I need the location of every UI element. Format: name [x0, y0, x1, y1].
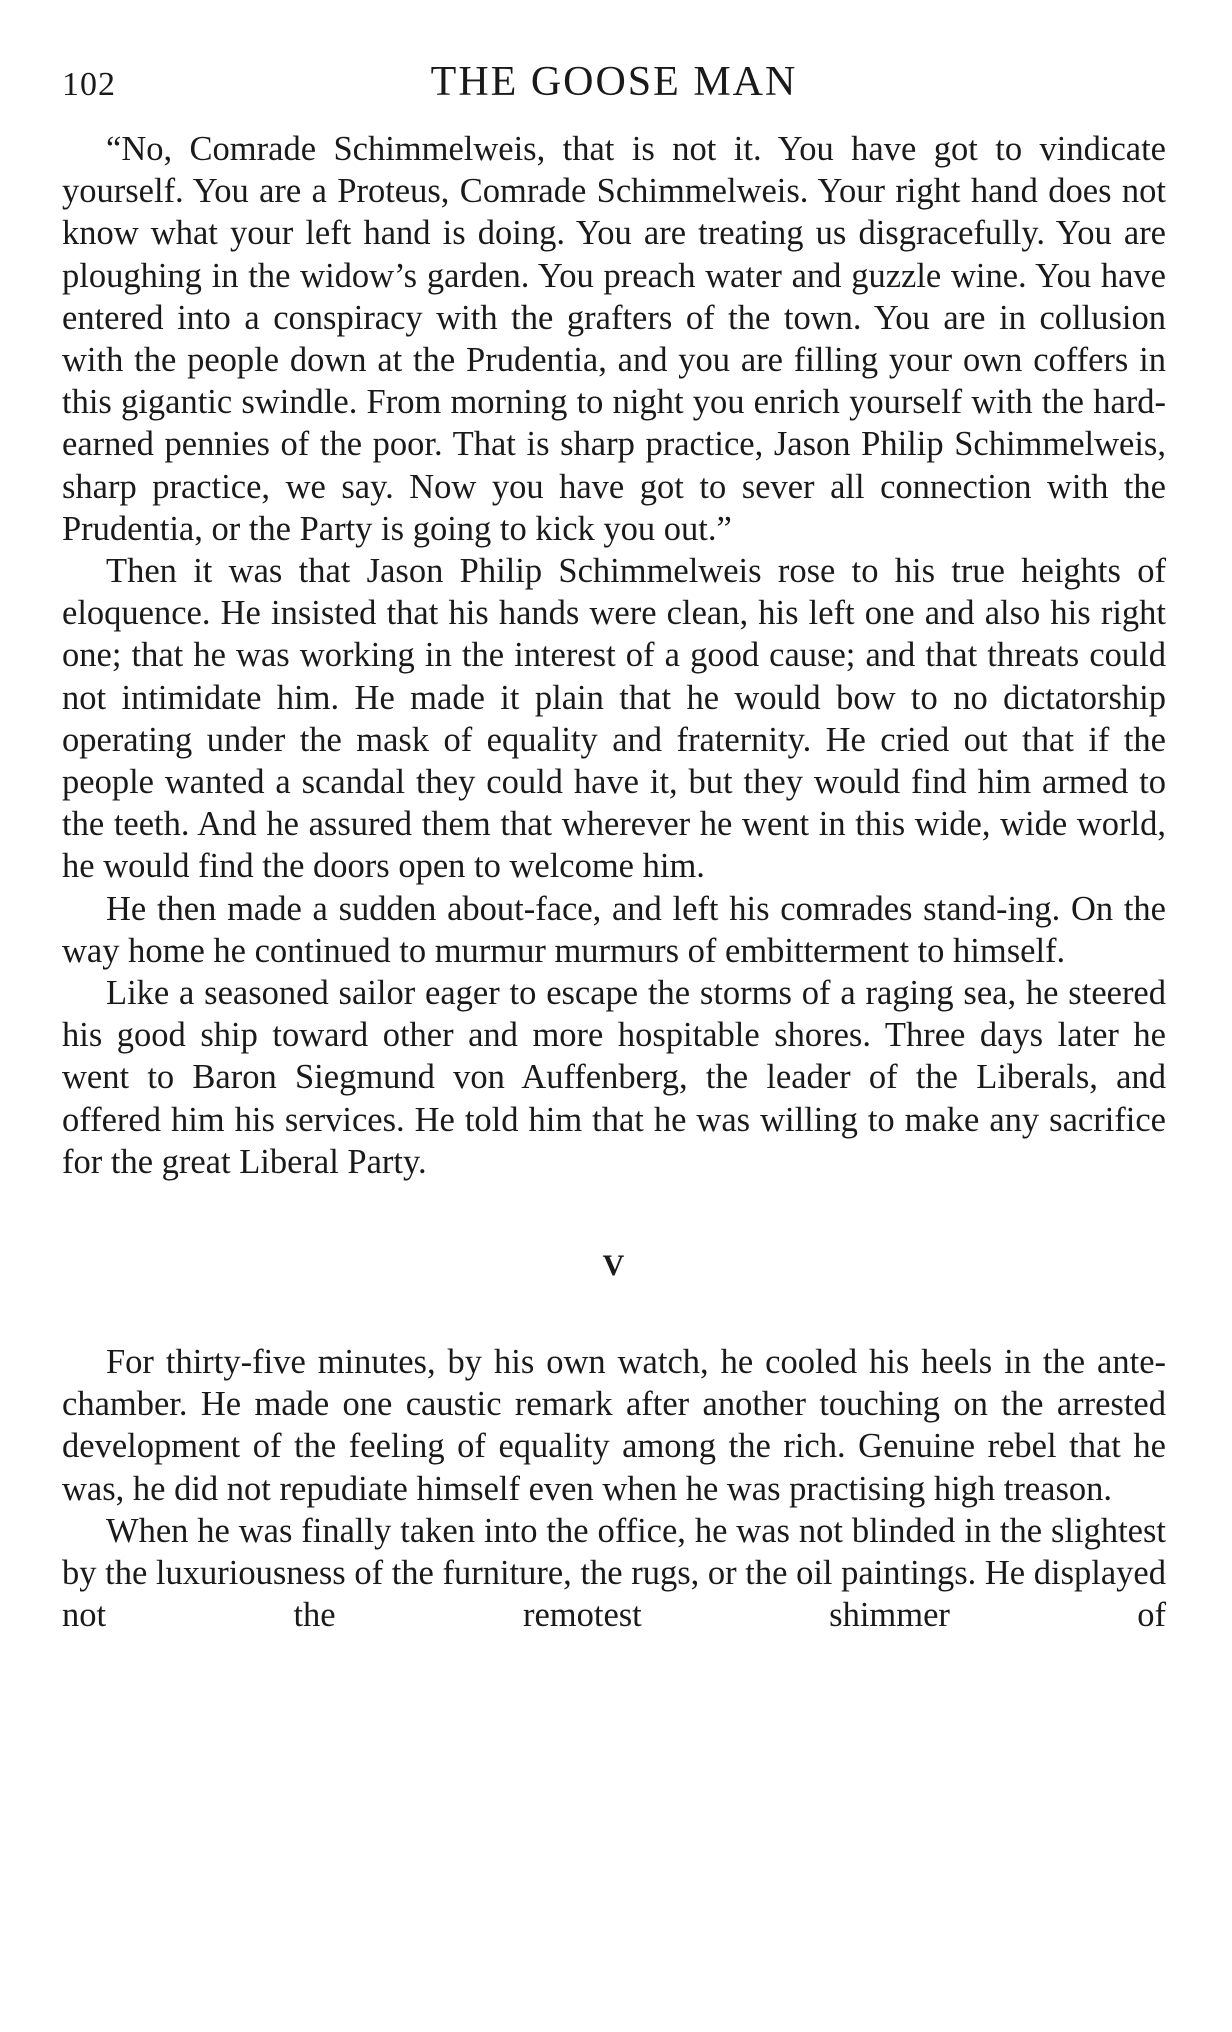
paragraph: For thirty-five minutes, by his own watch, he cooled his heels in the ante-chamber. He made one caustic remark after another touching on the arrested development of the feeling of equality among the rich. Genuine rebel that he was, he did not repudiate himself even when he was practising high treason.: [62, 1343, 1166, 1508]
page-number: 102: [62, 66, 116, 103]
paragraph: Then it was that Jason Philip Schimmelweis rose to his true heights of eloquence. He insisted that his hands were clean, his left one and also his right one; that he was working in the interest of a good cause; and that threats could not intimidate him. He made it plain that he would bow to no dictatorship operating under the mask of equality and fraternity. He cried out that if the people wanted a scandal they could have it, but they would find him armed to the teeth. And he assured them that wherever he went in this wide, wide world, he would find the doors open to welcome him.: [62, 552, 1166, 886]
body-text: [62, 128, 1166, 1637]
paragraph: “No, Comrade Schimmelweis, that is not it. You have got to vindicate yourself. You are a Proteus, Comrade Schimmelweis. Your right hand does not know what your left hand is doing. You are treating us disgracefully. You are ploughing in the widow’s garden. You preach water and guzzle wine. You have entered into a conspiracy with the grafters of the town. You are in collusion with the people down at the Prudentia, and you are filling your own coffers in this gigantic swindle. From morning to night you enrich yourself with the hard-earned pennies of the poor. That is sharp practice, Jason Philip Schimmelweis, sharp practice, we say. Now you have got to sever all connection with the Prudentia, or the Party is going to kick you out.”: [62, 130, 1166, 548]
page-header: [62, 48, 1166, 118]
book-page: [62, 48, 1166, 1637]
paragraph: He then made a sudden about-face, and left his comrades stand-ing. On the way home he continued to murmur murmurs of embitterment to himself.: [62, 889, 1166, 970]
paragraph: When he was finally taken into the office, he was not blinded in the slightest by the luxuriousness of the furniture, the rugs, or the oil paintings. He displayed not the remotest shimmer of: [62, 1511, 1166, 1635]
paragraph: Like a seasoned sailor eager to escape the storms of a raging sea, he steered his good ship toward other and more hospitable shores. Three days later he went to Baron Siegmund von Auffenberg, the leader of the Liberals, and offered him his services. He told him that he was willing to make any sacrifice for the great Liberal Party.: [62, 974, 1166, 1181]
running-title: THE GOOSE MAN: [430, 59, 798, 105]
section-heading: V: [602, 1249, 626, 1283]
